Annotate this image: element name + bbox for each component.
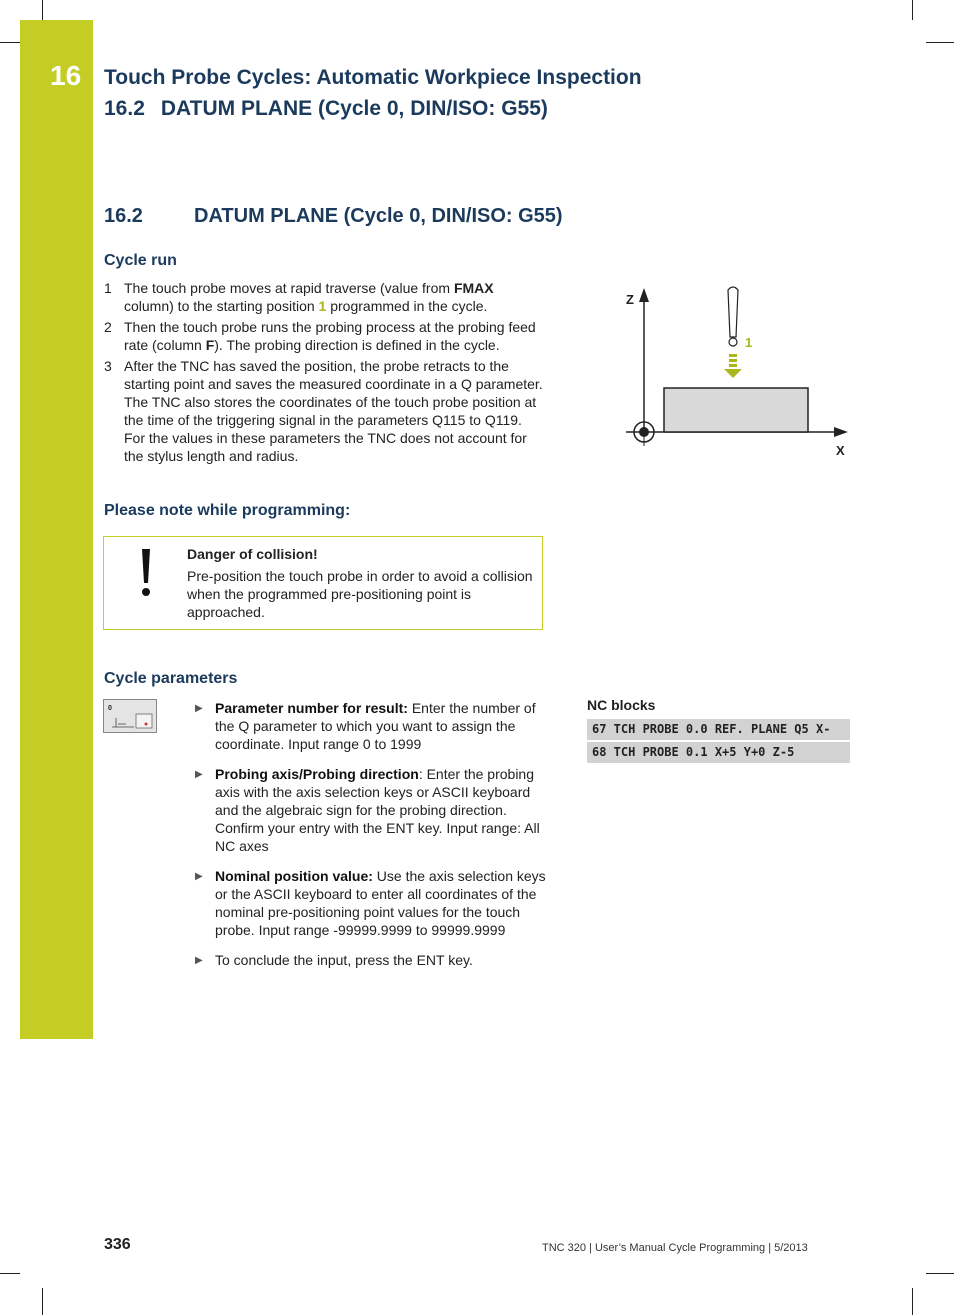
param-description: Enter the number of the Q parameter to which you want to assign the coordinate. Input range 0 to 1999 <box>215 700 536 752</box>
cycle-run-steps <box>104 279 544 468</box>
crop-mark <box>926 42 954 43</box>
step-item <box>104 357 544 465</box>
datum-plane-figure <box>620 282 860 462</box>
crop-mark <box>0 42 20 43</box>
param-description: To conclude the input, press the ENT key. <box>215 952 473 968</box>
cycle-softkey-icon <box>103 699 157 733</box>
crop-mark <box>42 1288 43 1315</box>
parameter-list <box>195 699 555 982</box>
step-item <box>104 318 544 354</box>
step-text-part: column) to the starting position <box>124 298 319 314</box>
z-axis-arrow <box>639 288 649 302</box>
step-text-part: ). The probing direction is defined in the cycle. <box>214 337 500 353</box>
section-heading <box>104 205 563 228</box>
page-number: 336 <box>104 1236 131 1253</box>
param-name: Probing axis/Probing direction <box>215 766 419 782</box>
warning-box <box>103 536 543 630</box>
step-text-part: The touch probe moves at rapid traverse (value from <box>124 280 454 296</box>
crop-mark <box>912 0 913 20</box>
bullet-arrow-icon: ▶ <box>195 871 203 882</box>
f-keyword: F <box>205 337 215 353</box>
step-number: 1 <box>104 280 112 296</box>
step-number: 2 <box>104 319 112 335</box>
z-axis-label: Z <box>626 292 634 307</box>
chapter-number: 16 <box>50 60 82 91</box>
param-text <box>215 867 555 939</box>
bullet-arrow-icon: ▶ <box>195 955 203 966</box>
param-text <box>215 765 555 855</box>
chapter-sidebar <box>20 20 93 1039</box>
param-item <box>195 951 555 970</box>
param-name: Parameter number for result: <box>215 700 408 716</box>
running-section-header <box>104 97 548 121</box>
param-text <box>215 951 555 970</box>
warning-text: Pre-position the touch probe in order to avoid a collision when the programmed pre-positioning point is approached. <box>187 568 533 620</box>
x-axis-arrow <box>834 427 848 437</box>
probing-direction-arrow <box>724 354 742 378</box>
running-section-title: DATUM PLANE (Cycle 0, DIN/ISO: G55) <box>160 97 548 120</box>
position-ref: 1 <box>318 298 327 314</box>
step-text: After the TNC has saved the position, the probe retracts to the starting point and saves the measured coordinate in a Q parameter. The TNC also stores the coordinates of the touch probe position at the time of the triggering signal in the parameters Q115 to Q119. For the values in these parameters the TNC does not account for the stylus length and radius. <box>124 358 543 464</box>
param-description: Use the axis selection keys or the ASCII keyboard to enter all coordinates of the nominal pre-positioning point values for the touch probe. Input range -99999.9999 to 99999.9999 <box>215 868 546 938</box>
section-title: DATUM PLANE (Cycle 0, DIN/ISO: G55) <box>194 205 563 227</box>
crop-mark <box>0 1273 20 1274</box>
softkey-graphic <box>104 700 156 732</box>
softkey-label: 0 <box>108 705 112 712</box>
crop-mark <box>42 0 43 20</box>
step-text <box>124 318 544 354</box>
note-heading: Please note while programming: <box>104 502 351 519</box>
position-1-label: 1 <box>745 335 753 350</box>
bullet-arrow-icon: ▶ <box>195 703 203 714</box>
step-number: 3 <box>104 358 112 374</box>
nc-block-line: 68 TCH PROBE 0.1 X+5 Y+0 Z-5 <box>587 742 850 763</box>
bullet-arrow-icon: ▶ <box>195 769 203 780</box>
param-item <box>195 765 555 855</box>
touch-probe-icon <box>728 287 738 346</box>
chapter-title: Touch Probe Cycles: Automatic Workpiece Inspection <box>104 66 642 89</box>
crop-mark <box>926 1273 954 1274</box>
param-text <box>215 699 555 753</box>
step-text-part: Then the touch probe runs the probing process at the probing feed rate (column <box>124 319 536 353</box>
param-name: Nominal position value: <box>215 868 373 884</box>
param-item <box>195 867 555 939</box>
section-number: 16.2 <box>104 205 143 227</box>
workpiece <box>664 388 808 432</box>
crop-mark <box>912 1288 913 1315</box>
cycle-run-heading: Cycle run <box>104 252 177 269</box>
nc-blocks-heading: NC blocks <box>587 697 656 713</box>
page-footer: TNC 320 | User’s Manual Cycle Programming | 5/2013 <box>542 1242 808 1254</box>
step-text <box>124 279 544 315</box>
datum-symbol <box>630 418 658 446</box>
param-item <box>195 699 555 753</box>
step-text-part: programmed in the cycle. <box>326 298 488 314</box>
param-description: : Enter the probing axis with the axis selection keys or ASCII keyboard and the algebraic sign for the probing direction. Confirm your entry with the ENT key. Input range: All NC axes <box>215 766 540 854</box>
nc-block-line: 67 TCH PROBE 0.0 REF. PLANE Q5 X- <box>587 719 850 740</box>
exclamation-icon <box>134 547 158 597</box>
x-axis-label: X <box>836 443 845 458</box>
warning-title: Danger of collision! <box>187 546 318 562</box>
running-section-number: 16.2 <box>104 97 145 120</box>
cycle-parameters-heading: Cycle parameters <box>104 670 238 687</box>
step-item <box>104 279 544 315</box>
fmax-keyword: FMAX <box>453 280 494 296</box>
